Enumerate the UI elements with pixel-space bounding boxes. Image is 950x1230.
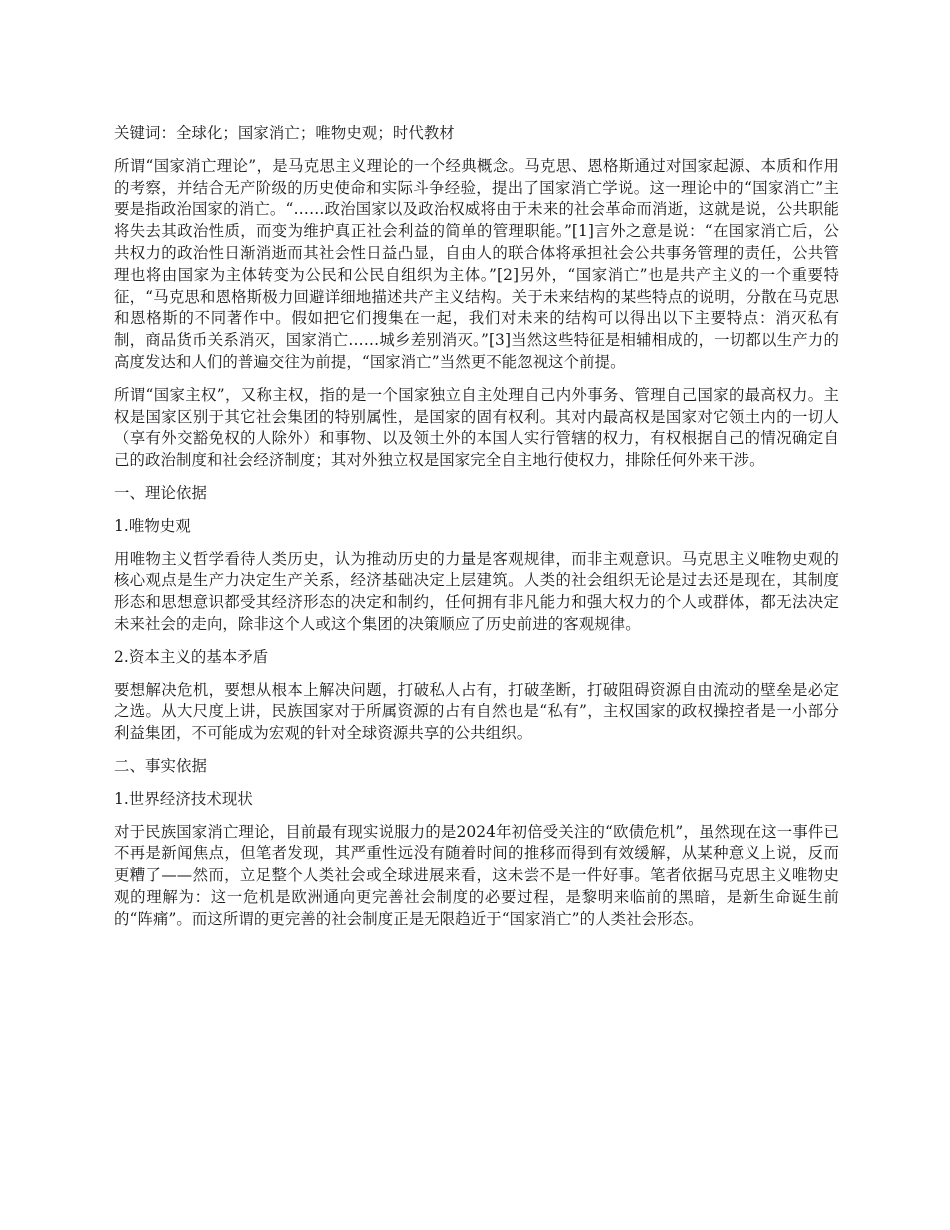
paragraph-state-sovereignty: 所谓“国家主权”，又称主权，指的是一个国家独立自主处理自己内外事务、管理自己国家的最高权力。主权是国家区别于其它社会集团的特别属性，是国家的固有权利。其对内最高权是国家对它领土内的一切人（享有外交豁免权的人除外）和事物、以及领土外的本国人实行管辖的权力，有权根据自己的情况确定自己的政治制度和社会经济制度；其对外独立权是国家完全自主地行使权力，排除任何外来干涉。 [114,385,839,470]
paragraph-historical-materialism: 用唯物主义哲学看待人类历史，认为推动历史的力量是客观规律，而非主观意识。马克思主义唯物史观的核心观点是生产力决定生产关系，经济基础决定上层建筑。人类的社会组织无论是过去还是现在，其制度形态和思想意识都受其经济形态的决定和制约，任何拥有非凡能力和强大权力的个人或群体，都无法决定未来社会的走向，除非这个人或这个集团的决策顺应了历史前进的客观规律。 [114,549,839,633]
subsection-heading-historical-materialism: 1.唯物史观 [114,516,191,535]
paragraph-state-withering-theory: 所谓“国家消亡理论”，是马克思主义理论的一个经典概念。马克思、恩格斯通过对国家起源、本质和作用的考察，并结合无产阶级的历史使命和实际斗争经验，提出了国家消亡学说。这一理论中的“国家消亡”主要是指政治国家的消亡。“……政治国家以及政治权威将由于未来的社会革命而消逝，这就是说，公共职能将失去其政治性质，而变为维护真正社会利益的简单的管理职能。”[1]言外之意是说：“在国家消亡后，公共权力的政治性日渐消逝而其社会性日益凸显，自由人的联合体将承担社会公共事务管理的责任，公共管理也将由国家为主体转变为公民和公民自组织为主体。”[2]另外，“国家消亡”也是共产主义的一个重要特征，“马克思和恩格斯极力回避详细地描述共产主义结构。关于未来结构的某些特点的说明，分散在马克思和恩格斯的不同著作中。假如把它们搜集在一起，我们对未来的结构可以得出以下主要特点：消灭私有制，商品货币关系消灭，国家消亡……城乡差别消灭。”[3]当然这些特征是相辅相成的，一切都以生产力的高度发达和人们的普遍交往为前提，“国家消亡”当然更不能忽视这个前提。 [114,156,839,371]
document-body [114,123,839,942]
keywords-line: 关键词：全球化；国家消亡；唯物史观；时代教材 [114,124,455,142]
subsection-heading-world-economy: 1.世界经济技术现状 [114,789,253,808]
section-heading-theory: 一、理论依据 [114,483,207,502]
paragraph-world-economy: 对于民族国家消亡理论，目前最有现实说服力的是2024年初倍受关注的“欧债危机”，虽然现在这一事件已不再是新闻焦点，但笔者发现，其严重性远没有随着时间的推移而得到有效缓解，从某种意义上说，反而更糟了——然而，立足整个人类社会或全球进展来看，这未尝不是一件好事。笔者依据马克思主义唯物史观的理解为：这一危机是欧洲通向更完善社会制度的必要过程，是黎明来临前的黑暗，是新生命诞生前的“阵痛”。而这所谓的更完善的社会制度正是无限趋近于“国家消亡”的人类社会形态。 [114,822,839,928]
section-heading-facts: 二、事实依据 [114,756,207,775]
paragraph-capitalism-contradiction: 要想解决危机，要想从根本上解决问题，打破私人占有，打破垄断，打破阻碍资源自由流动的壁垒是必定之选。从大尺度上讲，民族国家对于所属资源的占有自然也是“私有”，主权国家的政权操控者是一小部分利益集团，不可能成为宏观的针对全球资源共享的公共组织。 [114,680,839,743]
subsection-heading-capitalism-contradiction: 2.资本主义的基本矛盾 [114,647,269,666]
